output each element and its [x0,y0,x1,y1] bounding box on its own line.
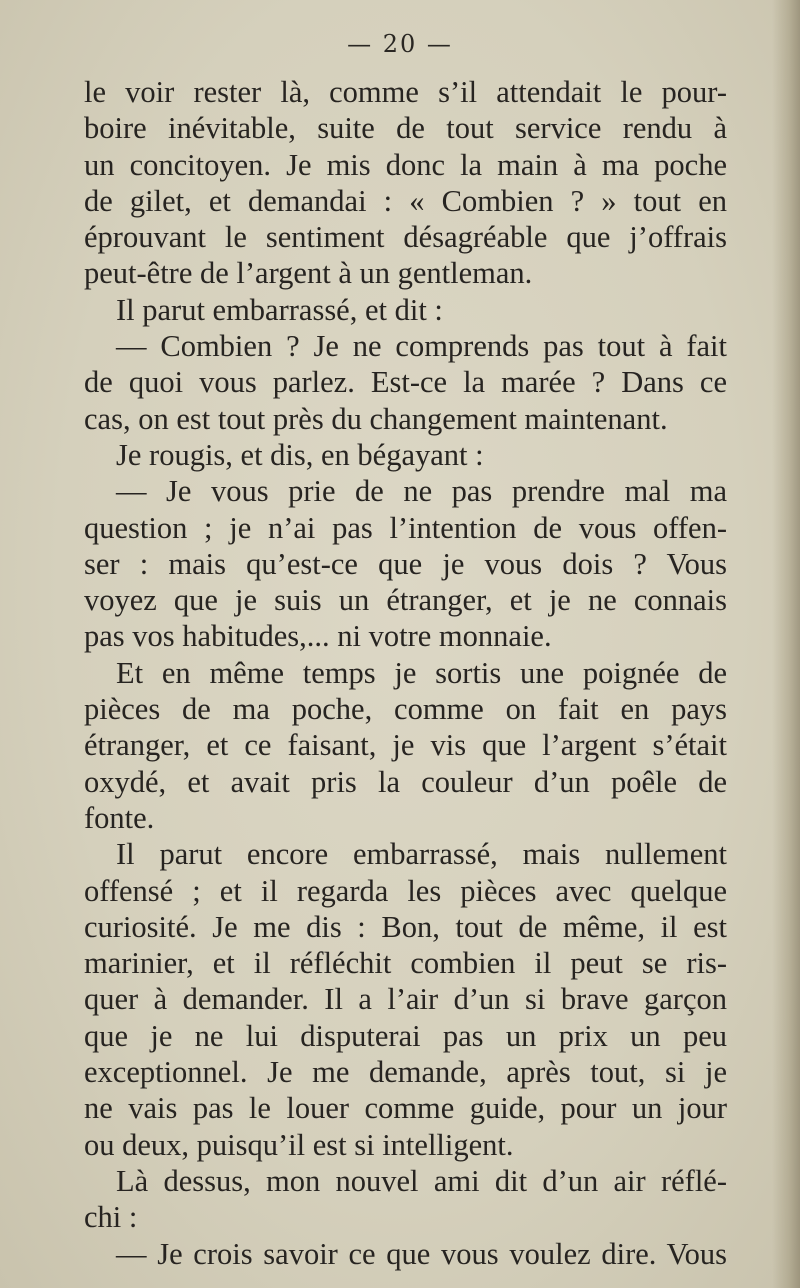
text-line: chi : [84,1200,138,1235]
text-line: Là dessus, mon nouvel ami dit d’un air réflé- [116,1163,727,1198]
page-number-header: — 20 — [347,30,453,58]
text-line: Il parut encore embarrassé, mais nullement [116,837,727,872]
text-line: boire inévitable, suite de tout service rendu à [84,111,727,146]
text-line: curiosité. Je me dis : Bon, tout de même, il est [84,909,727,944]
text-line: Je rougis, et dis, en bégayant : [116,437,484,472]
text-line: éprouvant le sentiment désagréable que j’offrais [84,220,727,255]
text-line: question ; je n’ai pas l’intention de vous offen- [84,510,727,545]
text-line: que je ne lui disputerai pas un prix un peu [84,1018,727,1053]
text-line: le voir rester là, comme s’il attendait le pour- [84,75,727,109]
text-line: étranger, et ce faisant, je vis que l’argent s’était [84,728,727,763]
text-line: de gilet, et demandai : « Combien ? » tout en [84,183,727,218]
text-line: voyez que je suis un étranger, et je ne connais [84,583,727,618]
text-line: ne vais pas le louer comme guide, pour un jour [84,1091,727,1126]
page-edge-shadow [772,0,800,1288]
page-body-text [84,74,727,1272]
text-line: — Combien ? Je ne comprends pas tout à fait [116,329,727,364]
text-line: offensé ; et il regarda les pièces avec quelque [84,873,727,908]
text-line: oxydé, et avait pris la couleur d’un poêle de [84,764,727,799]
text-line: Il parut embarrassé, et dit : [116,292,443,327]
text-line: exceptionnel. Je me demande, après tout, si je [84,1055,727,1090]
text-line: cas, on est tout près du changement maintenant. [84,401,668,436]
text-line: ou deux, puisqu’il est si intelligent. [84,1127,514,1162]
text-line: — Je crois savoir ce que vous voulez dire. Vous [116,1236,727,1271]
text-line: peut-être de l’argent à un gentleman. [84,256,533,291]
text-line: marinier, et il réfléchit combien il peut se ris- [84,946,727,981]
text-line: — Je vous prie de ne pas prendre mal ma [116,474,727,509]
text-line: pas vos habitudes,... ni votre monnaie. [84,619,552,654]
text-line: fonte. [84,800,155,835]
text-line: quer à demander. Il a l’air d’un si brave garçon [84,982,727,1017]
text-line: pièces de ma poche, comme on fait en pays [84,692,727,727]
text-line: ser : mais qu’est-ce que je vous dois ? Vous [84,546,727,581]
text-line: de quoi vous parlez. Est-ce la marée ? Dans ce [84,365,727,400]
text-line: Et en même temps je sortis une poignée de [116,655,727,690]
text-line: un concitoyen. Je mis donc la main à ma poche [84,147,727,182]
